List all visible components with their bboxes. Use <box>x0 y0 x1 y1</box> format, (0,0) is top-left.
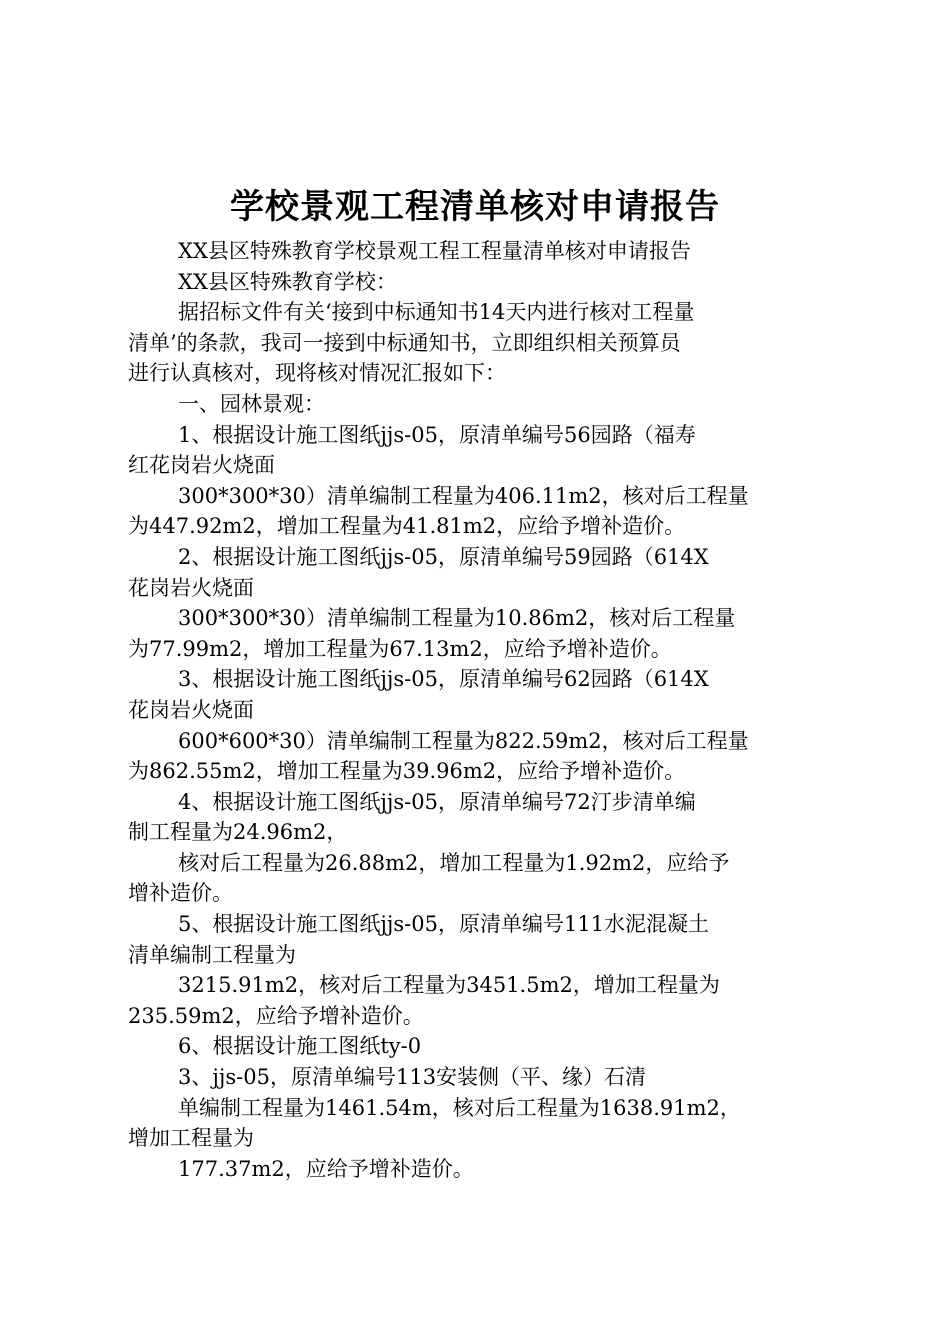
item-6-line: 6、根据设计施工图纸ty-0 <box>178 1034 422 1059</box>
report-subtitle-line: XX县区特殊教育学校景观工程工程量清单核对申请报告 <box>178 239 691 263</box>
item-2-line: 为77.99m2，增加工程量为67.13m2，应给予增补造价。 <box>128 636 672 661</box>
document-body <box>128 236 832 1184</box>
item-1-line: 1、根据设计施工图纸jjs-05，原清单编号56园路（福寿 <box>178 422 696 447</box>
item-1-line: 为447.92m2，增加工程量为41.81m2，应给予增补造价。 <box>128 514 686 539</box>
item-1-line: 红花岗岩火烧面 <box>128 453 275 478</box>
addressee-line: XX县区特殊教育学校： <box>178 269 397 294</box>
item-4-line: 4、根据设计施工图纸jjs-05，原清单编号72汀步清单编 <box>178 789 696 814</box>
section-heading: 一、园林景观： <box>178 391 325 416</box>
item-3-line: 为862.55m2，增加工程量为39.96m2，应给予增补造价。 <box>128 759 686 784</box>
item-5-line: 5、根据设计施工图纸jjs-05，原清单编号111水泥混凝土 <box>178 912 710 937</box>
item-3-line: 600*600*30）清单编制工程量为822.59m2，核对后工程量 <box>178 728 749 753</box>
paragraph-line: 据招标文件有关‘接到中标通知书14天内进行核对工程量 <box>178 300 695 325</box>
item-6-line: 3、jjs-05，原清单编号113安装侧（平、缘）石清 <box>178 1065 647 1090</box>
item-5-line: 3215.91m2，核对后工程量为3451.5m2，增加工程量为 <box>178 973 720 998</box>
document-title: 学校景观工程清单核对申请报告 <box>230 187 720 227</box>
item-3-line: 花岗岩火烧面 <box>128 697 254 722</box>
item-1-line: 300*300*30）清单编制工程量为406.11m2，核对后工程量 <box>178 483 749 508</box>
item-6-line: 增加工程量为 <box>128 1126 254 1151</box>
item-6-line: 177.37m2，应给予增补造价。 <box>178 1156 474 1181</box>
item-5-line: 235.59m2，应给予增补造价。 <box>128 1003 424 1028</box>
item-6-line: 单编制工程量为1461.54m，核对后工程量为1638.91m2， <box>178 1095 741 1120</box>
item-5-line: 清单编制工程量为 <box>128 942 296 967</box>
item-2-line: 花岗岩火烧面 <box>128 575 254 600</box>
item-2-line: 300*300*30）清单编制工程量为10.86m2，核对后工程量 <box>178 606 736 631</box>
item-4-line: 制工程量为24.96m2， <box>128 820 348 845</box>
item-4-line: 核对后工程量为26.88m2，增加工程量为1.92m2，应给予 <box>178 850 730 875</box>
paragraph-line: 进行认真核对，现将核对情况汇报如下： <box>128 361 506 386</box>
item-4-line: 增补造价。 <box>128 881 233 906</box>
paragraph-line: 清单’的条款，我司一接到中标通知书，立即组织相关预算员 <box>128 330 681 355</box>
item-2-line: 2、根据设计施工图纸jjs-05，原清单编号59园路（614X <box>178 544 709 569</box>
item-3-line: 3、根据设计施工图纸jjs-05，原清单编号62园路（614X <box>178 667 709 692</box>
